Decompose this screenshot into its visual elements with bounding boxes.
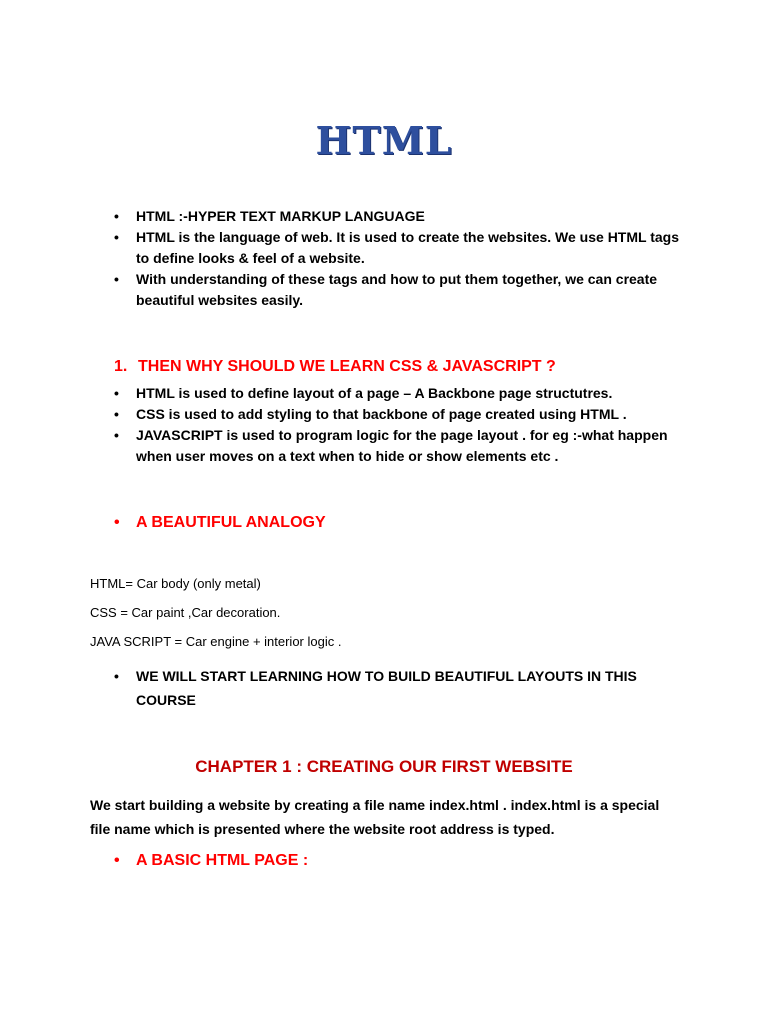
list-item bbox=[0, 425, 768, 467]
bullet-dot: • bbox=[114, 271, 119, 287]
list-item bbox=[0, 664, 768, 712]
basic-page-heading-text: A BASIC HTML PAGE : bbox=[136, 852, 309, 869]
list-item bbox=[0, 404, 768, 425]
list-item bbox=[0, 269, 768, 311]
analogy-line: HTML= Car body (only metal) bbox=[90, 576, 261, 591]
list-item-text: JAVASCRIPT is used to program logic for the page layout . for eg :-what happen when user moves on a text when to hide or show elements etc . bbox=[136, 427, 668, 464]
bullet-dot: • bbox=[114, 229, 119, 245]
bullet-dot: • bbox=[114, 852, 120, 869]
bullet-dot: • bbox=[114, 514, 120, 531]
analogy-line: CSS = Car paint ,Car decoration. bbox=[90, 605, 281, 620]
list-item-text: HTML is used to define layout of a page – A Backbone page structutres. bbox=[136, 385, 613, 401]
course-bullet-list bbox=[0, 664, 768, 712]
bullet-dot: • bbox=[114, 427, 119, 443]
chapter-heading: CHAPTER 1 : CREATING OUR FIRST WEBSITE bbox=[195, 757, 573, 776]
list-item-text: With understanding of these tags and how to put them together, we can create beautiful websites easily. bbox=[136, 271, 658, 308]
section-number: 1. bbox=[114, 358, 128, 375]
bullet-dot: • bbox=[114, 385, 119, 401]
list-item bbox=[0, 227, 768, 269]
list-item-text: HTML is the language of web. It is used to create the websites. We use HTML tags to define looks & feel of a website. bbox=[136, 229, 679, 266]
section-heading bbox=[114, 358, 556, 376]
list-item-text: WE WILL START LEARNING HOW TO BUILD BEAUTIFUL LAYOUTS IN THIS COURSE bbox=[136, 668, 637, 708]
list-item-text: HTML :-HYPER TEXT MARKUP LANGUAGE bbox=[136, 208, 425, 224]
section-bullet-list bbox=[0, 383, 768, 467]
bullet-dot: • bbox=[114, 406, 119, 422]
bullet-dot: • bbox=[114, 668, 119, 684]
chapter-paragraph: We start building a website by creating a file name index.html . index.html is a special file name which is presented where the website root address is typed. bbox=[90, 797, 660, 837]
bullet-dot: • bbox=[114, 208, 119, 224]
page-title: HTML bbox=[315, 118, 453, 163]
list-item bbox=[0, 206, 768, 227]
analogy-heading-text: A BEAUTIFUL ANALOGY bbox=[136, 514, 326, 531]
intro-bullet-list bbox=[0, 206, 768, 311]
section-heading-text: THEN WHY SHOULD WE LEARN CSS & JAVASCRIPT ? bbox=[138, 358, 556, 375]
list-item bbox=[0, 383, 768, 404]
list-item-text: CSS is used to add styling to that backbone of page created using HTML . bbox=[136, 406, 627, 422]
analogy-line: JAVA SCRIPT = Car engine + interior logic . bbox=[90, 634, 342, 649]
